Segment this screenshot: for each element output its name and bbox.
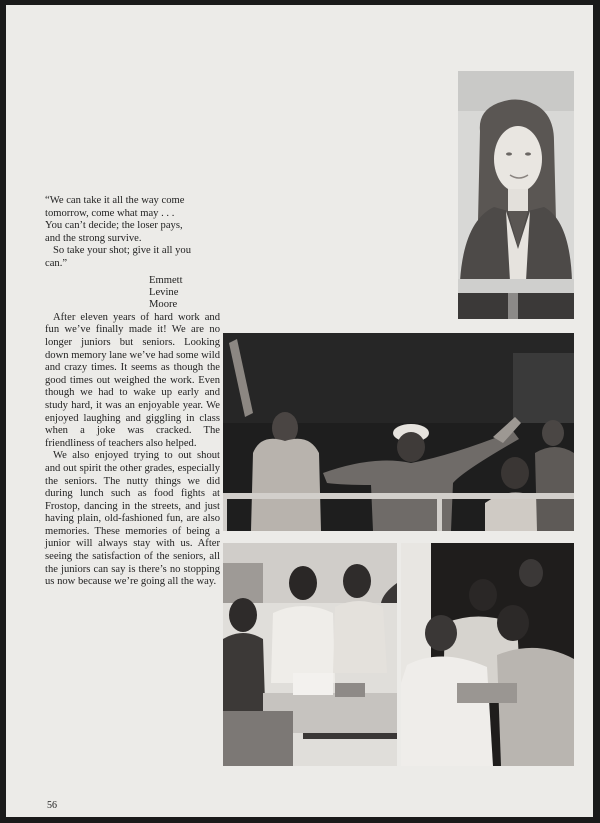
body-paragraph: After eleven years of hard work and fun we’ve finally made it! We are no longer juniors but seniors. Looking down memory lane we’ve had some wild and crazy times. It seems as though the good times out weighed the work. Even though we had to wake up early and study hard, it was an enjoyable year. We enjoyed laughing and giggling in class when a joke was cracked. The friendliness of teachers also helped. [45, 311, 220, 449]
song-lyric-quote [45, 195, 220, 271]
yearbook-page [6, 5, 593, 817]
quote-attribution [149, 275, 220, 312]
cheering-crowd-photo-art [223, 333, 574, 531]
cheering-crowd-photo [223, 333, 574, 531]
quote-line: and the strong survive. [45, 232, 142, 244]
portrait-photo [458, 71, 574, 319]
lunch-table-photo-left [223, 543, 397, 766]
lunch-table-photo-right [401, 543, 574, 766]
quote-line: You can’t decide; the loser pays, [45, 220, 183, 232]
lunch-table-photo-right-art [401, 543, 574, 766]
page-number: 56 [47, 800, 57, 811]
portrait-photo-art [458, 71, 574, 319]
quote-line: can.” [45, 257, 68, 269]
body-paragraph: We also enjoyed trying to out shout and out spirit the other grades, especially the seniors. The nutty things we did during lunch such as food fights at Frostop, dancing in the streets, and just having plain, old-fashioned fun, are also memories. These memories of being a junior will always stay with us. After seeing the satisfaction of the seniors, all the juniors can say is there’s no stopping us now because we’re going all the way. [45, 450, 220, 588]
article-text [45, 195, 220, 589]
lunch-table-photo-left-art [223, 543, 397, 766]
attribution-name: Emmett [149, 274, 183, 286]
attribution-name: Levine [149, 286, 179, 298]
attribution-name: Moore [149, 299, 178, 311]
quote-line: tomorrow, come what may . . . [45, 207, 175, 219]
quote-line: “We can take it all the way come [45, 195, 185, 206]
quote-line: So take your shot; give it all you [53, 245, 191, 257]
article-body [45, 312, 220, 589]
